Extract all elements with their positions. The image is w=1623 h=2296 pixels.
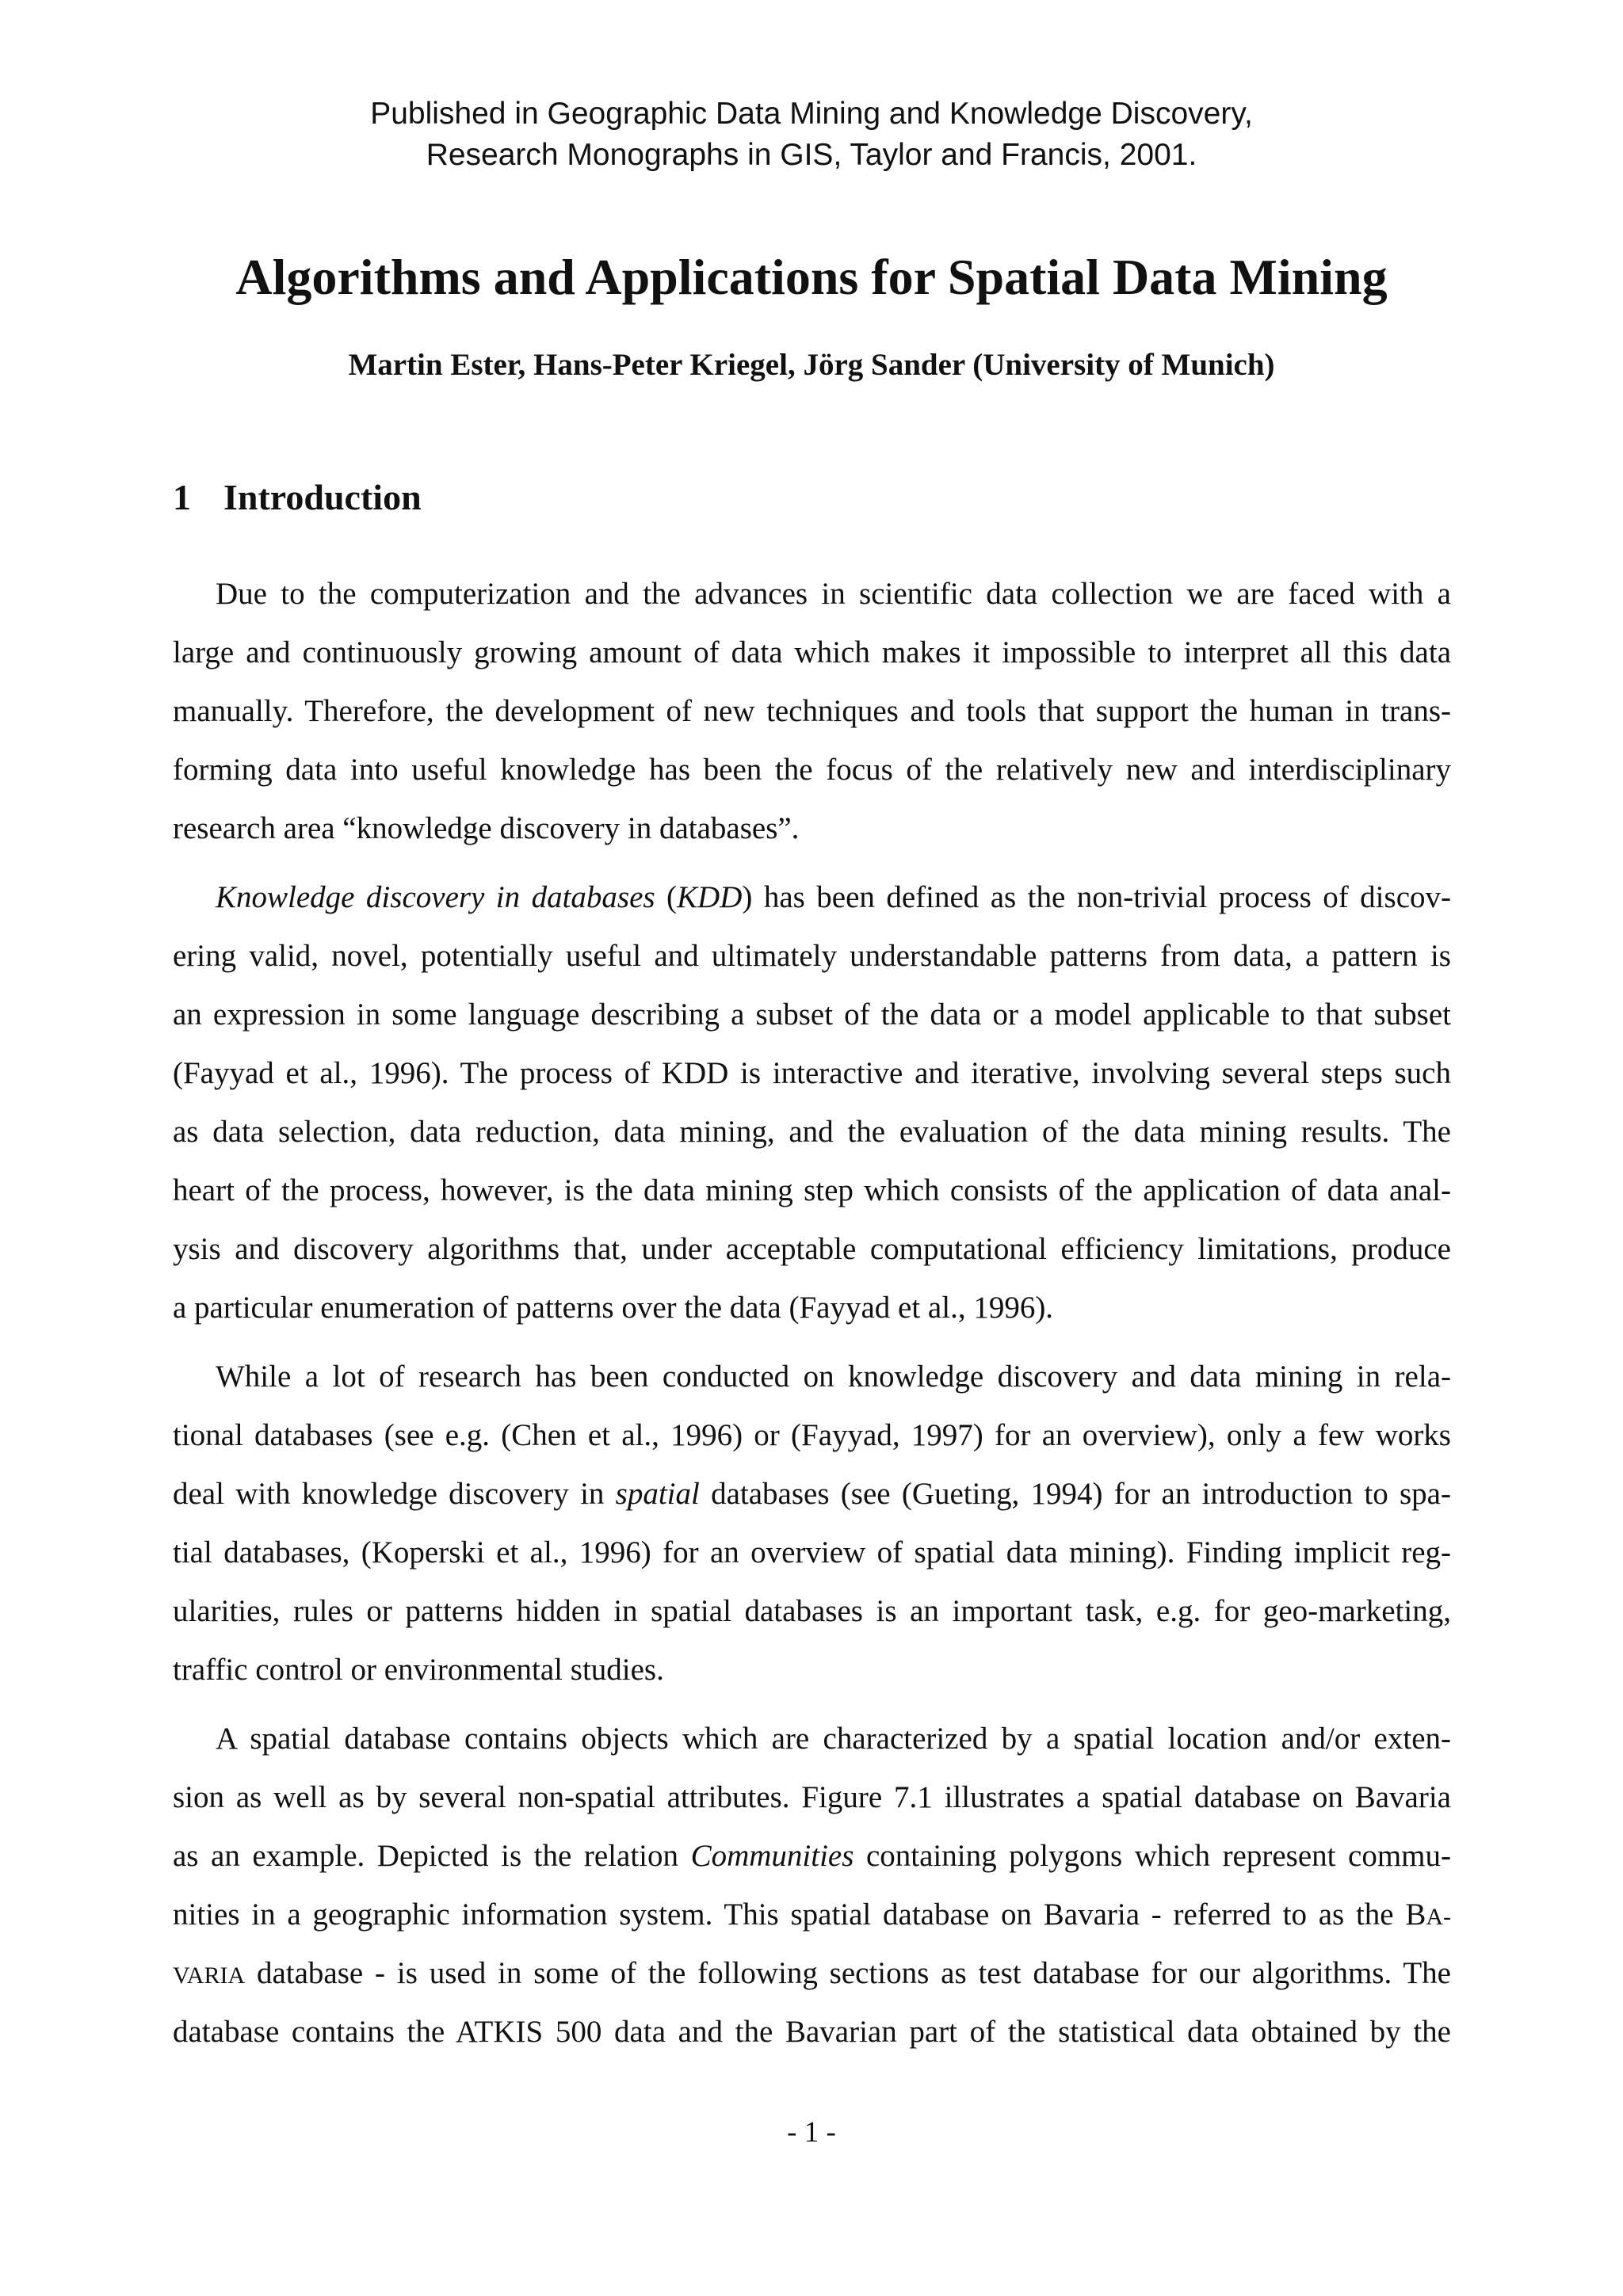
paragraph-2-line-5: as data selection, data reduction, data mining, and the evaluation of the data mining results. The (173, 1115, 1451, 1149)
p4-line-3-pre: as an example. Depicted is the relation (173, 1839, 691, 1873)
paragraph-4-line-2: sion as well as by several non-spatial attributes. Figure 7.1 illustrates a spatial database on Bavaria (173, 1780, 1451, 1814)
paragraph-3-line-3 (173, 1465, 1451, 1524)
kdd-definition-text: ) has been defined as the non-trivial process of discov- (742, 880, 1451, 914)
paragraph-3-line-5: ularities, rules or patterns hidden in spatial databases is an important task, e.g. for geo-marketing, (173, 1594, 1451, 1628)
spatial-term: spatial (615, 1477, 700, 1511)
kdd-paren-open: ( (655, 880, 678, 914)
paragraph-3-line-2: tional databases (see e.g. (Chen et al., 1996) or (Fayyad, 1997) for an overview), only a few works (173, 1418, 1451, 1452)
paragraph-4-line-3 (173, 1827, 1451, 1886)
p4-line-4-pre: nities in a geographic information system. This spatial database on Bavaria - referred to as the B (173, 1897, 1426, 1932)
p4-line-3-post: containing polygons which represent commu- (854, 1839, 1452, 1873)
paper-title: Algorithms and Applications for Spatial Data Mining (235, 249, 1388, 305)
paragraph-2-line-8: a particular enumeration of patterns over the data (Fayyad et al., 1996). (173, 1291, 1054, 1325)
section-number: 1 (173, 477, 191, 517)
bavaria-smallcaps-start: A- (1426, 1904, 1451, 1930)
paragraph-3-line-4: tial databases, (Koperski et al., 1996) for an overview of spatial data mining). Finding implicit reg- (173, 1535, 1451, 1569)
kdd-term: Knowledge discovery in databases (216, 880, 655, 914)
paragraph-2-line-3: an expression in some language describing a subset of the data or a model applicable to that subset (173, 997, 1451, 1032)
paragraph-4-line-5 (173, 1944, 1451, 2003)
p4-line-5-post: database - is used in some of the following sections as test database for our algorithms. The (245, 1956, 1451, 1990)
paragraph-2-line-4: (Fayyad et al., 1996). The process of KDD is interactive and iterative, involving several steps such (173, 1056, 1451, 1090)
paragraph-1-line-2: large and continuously growing amount of data which makes it impossible to interpret all this data (173, 635, 1451, 669)
publication-note (0, 93, 1623, 176)
paragraph-3-line-1: While a lot of research has been conducted on knowledge discovery and data mining in rela- (216, 1360, 1451, 1394)
section-heading (173, 474, 422, 521)
paragraph-2-line-6: heart of the process, however, is the data mining step which consists of the application of data anal- (173, 1173, 1451, 1207)
paragraph-1-line-1: Due to the computerization and the advances in scientific data collection we are faced with a (216, 577, 1451, 611)
paper-authors: Martin Ester, Hans-Peter Kriegel, Jörg Sander (University of Munich) (348, 348, 1275, 382)
section-title: Introduction (223, 477, 422, 517)
paragraph-4-line-1: A spatial database contains objects which are characterized by a spatial location and/or exten- (216, 1722, 1451, 1756)
bavaria-smallcaps-end: VARIA (173, 1962, 246, 1989)
paragraph-1-line-4: forming data into useful knowledge has been the focus of the relatively new and interdisciplinary (173, 753, 1451, 787)
p3-line-3-pre: deal with knowledge discovery in (173, 1477, 616, 1511)
paragraph-4-line-4 (173, 1886, 1451, 1944)
communities-term: Communities (690, 1839, 854, 1873)
p3-line-3-post: databases (see (Gueting, 1994) for an introduction to spa- (699, 1477, 1451, 1511)
kdd-abbrev: KDD (677, 880, 743, 914)
paragraph-2-line-7: ysis and discovery algorithms that, under acceptable computational efficiency limitations, produce (173, 1232, 1451, 1266)
paragraph-4-line-6: database contains the ATKIS 500 data and the Bavarian part of the statistical data obtained by the (173, 2015, 1451, 2049)
page-number: - 1 - (787, 2116, 836, 2149)
paragraph-1-line-5: research area “knowledge discovery in databases”. (173, 811, 800, 845)
paragraph-3-line-6: traffic control or environmental studies. (173, 1653, 664, 1687)
paragraph-2-line-2: ering valid, novel, potentially useful and ultimately understandable patterns from data, a pattern is (173, 939, 1451, 973)
paragraph-2-line-1 (173, 868, 1451, 927)
paragraph-1-line-3: manually. Therefore, the development of new techniques and tools that support the human in trans- (173, 694, 1451, 728)
publication-line-1: Published in Geographic Data Mining and Knowledge Discovery, (370, 97, 1253, 131)
publication-line-2: Research Monographs in GIS, Taylor and Francis, 2001. (426, 138, 1197, 172)
